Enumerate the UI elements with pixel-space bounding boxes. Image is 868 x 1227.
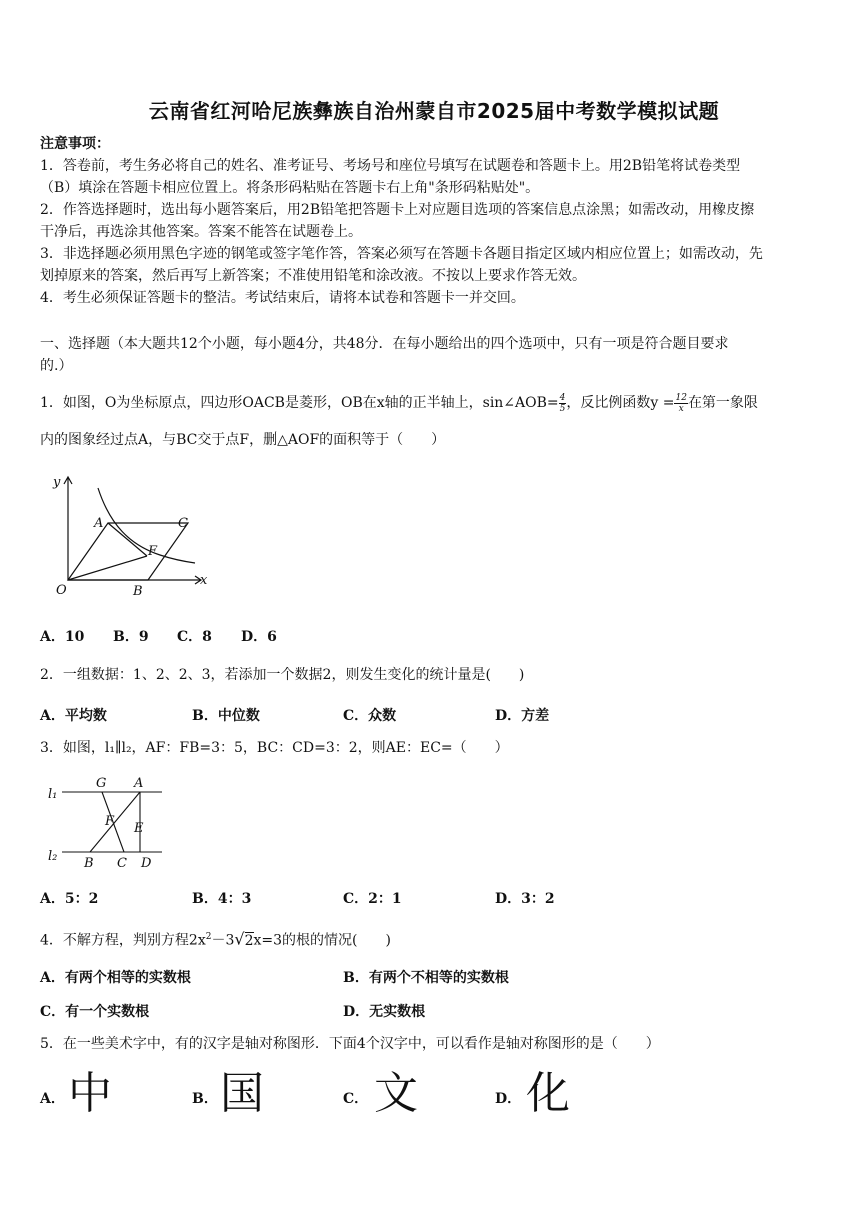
q4-option-a[interactable]: A．有两个相等的实数根 <box>40 970 191 986</box>
fig-label: B <box>84 856 94 871</box>
parallel-lines-figure <box>44 772 169 872</box>
fig-label: G <box>96 776 107 791</box>
question-4-text: 4．不解方程，判别方程$2x^2-3√2x=3$的根的情况( ) <box>40 929 391 949</box>
fig-label: y <box>53 475 61 490</box>
fraction-12-over-x: $\frac{12}{x}$ <box>675 392 687 414</box>
q3-option-c[interactable]: C．2：1 <box>343 891 402 907</box>
q2-option-a[interactable]: A．平均数 <box>40 708 107 724</box>
question-5-text: 5．在一些美术字中，有的汉字是轴对称图形．下面4个汉字中，可以看作是轴对称图形的是（ ） <box>40 1036 660 1052</box>
q3-option-d[interactable]: D．3：2 <box>495 891 555 907</box>
question-1-text-cont: 内的图象经过点A，与BC交于点F，删△AOF的面积等于（ ） <box>40 432 446 448</box>
q2-option-d[interactable]: D．方差 <box>495 708 550 724</box>
fig-label: B <box>133 584 143 599</box>
fig-label: x <box>200 573 208 588</box>
fig-label: A <box>94 516 104 531</box>
q1-option-c[interactable]: C．8 <box>177 629 212 645</box>
question-2-text: 2．一组数据：1、2、2、3，若添加一个数据2，则发生变化的统计量是( ) <box>40 667 525 683</box>
notice-line: 干净后，再选涂其他答案。答案不能答在试题卷上。 <box>40 224 362 240</box>
q4-option-d[interactable]: D．无实数根 <box>343 1004 426 1020</box>
q5-option-c-char: 文 <box>374 1068 418 1119</box>
q5-option-b-label[interactable]: B． <box>192 1091 218 1107</box>
q5-option-b-char: 国 <box>220 1068 264 1119</box>
question-3-text: 3．如图，l₁∥l₂，AF：FB=3：5，BC：CD=3：2，则AE：EC=（ ） <box>40 740 509 756</box>
fig-label: E <box>134 821 144 836</box>
q5-option-a-char: 中 <box>68 1068 112 1119</box>
q2-option-b[interactable]: B．中位数 <box>192 708 260 724</box>
fig-label: F <box>148 544 158 559</box>
q1-option-a[interactable]: A．10 <box>40 629 85 645</box>
q3-option-b[interactable]: B．4：3 <box>192 891 252 907</box>
notice-line: 划掉原来的答案，然后再写上新答案；不准使用铅笔和涂改液。不按以上要求作答无效。 <box>40 268 586 284</box>
fig-label: D <box>141 856 152 871</box>
fig-label: l₁ <box>48 787 58 802</box>
fig-label: l₂ <box>48 849 58 864</box>
q5-option-d-label[interactable]: D． <box>495 1091 522 1107</box>
notice-line: 4．考生必须保证答题卡的整洁。考试结束后，请将本试卷和答题卡一并交回。 <box>40 290 525 306</box>
q4-option-b[interactable]: B．有两个不相等的实数根 <box>343 970 509 986</box>
q1-option-b[interactable]: B．9 <box>113 629 149 645</box>
q3-option-a[interactable]: A．5：2 <box>40 891 99 907</box>
fig-label: F <box>105 814 115 829</box>
exam-title: 云南省红河哈尼族彝族自治州蒙自市2025届中考数学模拟试题 <box>148 99 720 123</box>
fig-label: C <box>178 516 188 531</box>
fig-label: A <box>134 776 144 791</box>
q5-option-a-label[interactable]: A． <box>40 1091 65 1107</box>
fraction-four-fifths: $\frac{4}{5}$ <box>559 392 566 414</box>
q2-option-c[interactable]: C．众数 <box>343 708 397 724</box>
question-1-text: 1．如图，O为坐标原点，四边形OACB是菱形，OB在x轴的正半轴上，sin∠AOB= $\frac{4}{5}$ ，反比例函数y = $\frac{12}{x}$ 在第一象限 <box>40 392 758 414</box>
fig-label: O <box>56 583 67 598</box>
section-heading-cont: 的.） <box>40 358 73 374</box>
q5-option-c-label[interactable]: C． <box>343 1091 369 1107</box>
section-heading: 一、选择题（本大题共12个小题，每小题4分，共48分．在每小题给出的四个选项中，只有一项是符合题目要求 <box>40 336 729 352</box>
fig-label: C <box>117 856 127 871</box>
notice-line: 3．非选择题必须用黑色字迹的钢笔或签字笔作答，答案必须写在答题卡各题目指定区域内相应位置上；如需改动，先 <box>40 246 763 262</box>
q4-option-c[interactable]: C．有一个实数根 <box>40 1004 150 1020</box>
q1-option-d[interactable]: D．6 <box>241 629 277 645</box>
rhombus-hyperbola-figure <box>50 470 220 600</box>
notice-line: （B）填涂在答题卡相应位置上。将条形码粘贴在答题卡右上角"条形码粘贴处"。 <box>40 180 540 196</box>
q5-option-d-char: 化 <box>526 1068 570 1119</box>
notice-line: 1．答卷前，考生务必将自己的姓名、准考证号、考场号和座位号填写在试题卷和答题卡上。用2B铅笔将试卷类型 <box>40 158 741 174</box>
notice-heading: 注意事项： <box>40 136 110 152</box>
notice-line: 2．作答选择题时，选出每小题答案后，用2B铅笔把答题卡上对应题目选项的答案信息点涂黑；如需改动，用橡皮擦 <box>40 202 755 218</box>
